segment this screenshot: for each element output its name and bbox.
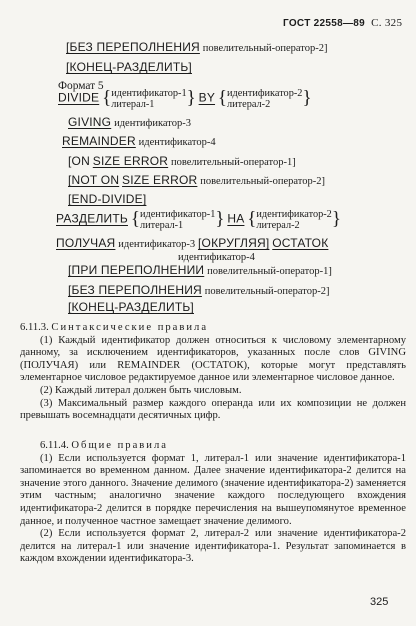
page-number: 325 xyxy=(370,596,389,608)
operand-choice xyxy=(140,209,215,231)
left-brace-icon: { xyxy=(102,87,112,109)
left-brace-icon: { xyxy=(217,87,228,109)
section-number: 6.11.3. xyxy=(20,322,49,333)
syntax-text: идентификатор-4 xyxy=(138,137,216,148)
left-brace-icon: { xyxy=(247,208,257,230)
choice-option: идентификатор-1 xyxy=(111,88,187,99)
syntax-line-9 xyxy=(68,193,146,207)
syntax-line-13 xyxy=(68,264,332,278)
choice-option: идентификатор-1 xyxy=(139,209,216,220)
choice-option: литерал-1 xyxy=(111,99,155,110)
operand-choice xyxy=(111,88,186,110)
syntax-line-1 xyxy=(66,41,327,55)
syntax-keyword: [ОКРУГЛЯЯ] xyxy=(198,236,270,250)
operand-choice xyxy=(227,88,302,110)
syntax-line-15 xyxy=(68,301,194,315)
right-brace-icon: } xyxy=(331,208,341,230)
left-brace-icon: { xyxy=(130,208,140,230)
syntax-keyword: ПОЛУЧАЯ xyxy=(56,236,116,250)
rule-paragraph: (3) Максимальный размер каждого операнда или их композиции не должен превышать восемнадцати десятичных цифр. xyxy=(20,397,406,422)
rule-paragraph: (2) Если используется формат 2, литерал-2 или значение идентификатора-2 делится на литерал-1 или значение идентификатора-1. Результат запоминается в каждом вхождении идентификатора-3. xyxy=(20,528,406,565)
syntax-keyword: [END-DIVIDE] xyxy=(68,192,147,206)
syntax-keyword: REMAINDER xyxy=(62,134,136,148)
section-heading xyxy=(20,322,406,335)
syntax-line-11 xyxy=(56,237,328,251)
choice-option: литерал-2 xyxy=(256,220,300,231)
choice-option: идентификатор-2 xyxy=(227,88,303,99)
syntax-text: повелительный-оператор-2] xyxy=(204,286,330,297)
rule-paragraph: (1) Каждый идентификатор должен относиться к числовому элементарному данному, за исключением идентификаторов, указанных после слов GIVING (ПОЛУЧАЯ) или REMAINDER (ОСТАТОК), которые могут представлять элементарное числовое редактируемое данное или элементарное числовое данное. xyxy=(20,334,406,384)
right-brace-icon: } xyxy=(302,87,312,109)
right-brace-icon: } xyxy=(186,87,196,109)
format-title: Формат 5 xyxy=(58,80,104,92)
syntax-keyword: РАЗДЕЛИТЬ xyxy=(56,211,128,226)
syntax-keyword: [БЕЗ ПЕРЕПОЛНЕНИЯ xyxy=(66,40,200,54)
general-rules-section xyxy=(20,440,406,566)
syntax-line-6 xyxy=(62,135,216,149)
syntax-keyword: [ON xyxy=(68,154,90,168)
syntax-line-2 xyxy=(66,61,192,75)
standard-number: ГОСТ 22558—89 xyxy=(283,18,366,29)
choice-option: литерал-1 xyxy=(139,220,184,231)
syntax-keyword: ОСТАТОК xyxy=(272,236,329,250)
syntax-keyword: [КОНЕЦ-РАЗДЕЛИТЬ] xyxy=(68,300,194,314)
rule-paragraph: (1) Если используется формат 1, литерал-1 или значение идентификатора-1 запоминается во временном данном. Далее значение идентификатора-2 делится на значение этого данного. Значение делимого (значение идентификатора-2) заменяется этим частным; аналогично значение каждого последующего вхождения идентификатора-2 делится в порядке перечисления на вышеупомянутое временное данное, и полученное частное замещает значение делимого. xyxy=(20,452,406,527)
choice-option: идентификатор-2 xyxy=(256,209,332,220)
syntax-text: повелительный-оператор-1] xyxy=(171,157,296,168)
section-number: 6.11.4. xyxy=(40,440,69,451)
syntax-keyword: [КОНЕЦ-РАЗДЕЛИТЬ] xyxy=(66,60,192,74)
section-heading xyxy=(20,440,406,453)
page-reference: С. 325 xyxy=(371,17,403,29)
syntax-keyword: [NOT ON xyxy=(68,173,120,187)
syntax-keyword: DIVIDE xyxy=(58,90,100,105)
syntax-text: идентификатор-4 xyxy=(178,252,255,263)
syntax-line-14 xyxy=(68,284,329,298)
section-title: Общие правила xyxy=(71,440,168,451)
syntax-keyword: НА xyxy=(227,211,245,226)
syntax-text: повелительный-оператор-1] xyxy=(207,266,332,277)
syntax-text: идентификатор-3 xyxy=(118,239,196,250)
operand-choice xyxy=(256,209,331,231)
syntax-rules-section xyxy=(20,322,406,423)
syntax-line-7 xyxy=(68,155,296,169)
syntax-text: повелительный-оператор-2] xyxy=(202,43,328,54)
section-title: Синтаксические правила xyxy=(51,322,209,333)
syntax-keyword: [БЕЗ ПЕРЕПОЛНЕНИЯ xyxy=(68,283,202,297)
syntax-keyword: SIZE ERROR xyxy=(92,154,169,168)
rule-paragraph: (2) Каждый литерал должен быть числовым. xyxy=(40,384,242,396)
syntax-line-8 xyxy=(68,174,325,188)
syntax-keyword: BY xyxy=(198,90,216,105)
syntax-line-10 xyxy=(56,209,341,231)
syntax-text: идентификатор-3 xyxy=(114,118,191,129)
choice-option: литерал-2 xyxy=(227,99,271,110)
page-header xyxy=(283,17,402,29)
syntax-keyword: GIVING xyxy=(68,115,112,129)
syntax-keyword: SIZE ERROR xyxy=(122,173,198,187)
syntax-keyword: [ПРИ ПЕРЕПОЛНЕНИИ xyxy=(68,263,205,277)
syntax-text: повелительный-оператор-2] xyxy=(200,176,325,187)
syntax-line-4 xyxy=(58,88,312,110)
syntax-line-5 xyxy=(68,116,191,130)
right-brace-icon: } xyxy=(215,208,225,230)
